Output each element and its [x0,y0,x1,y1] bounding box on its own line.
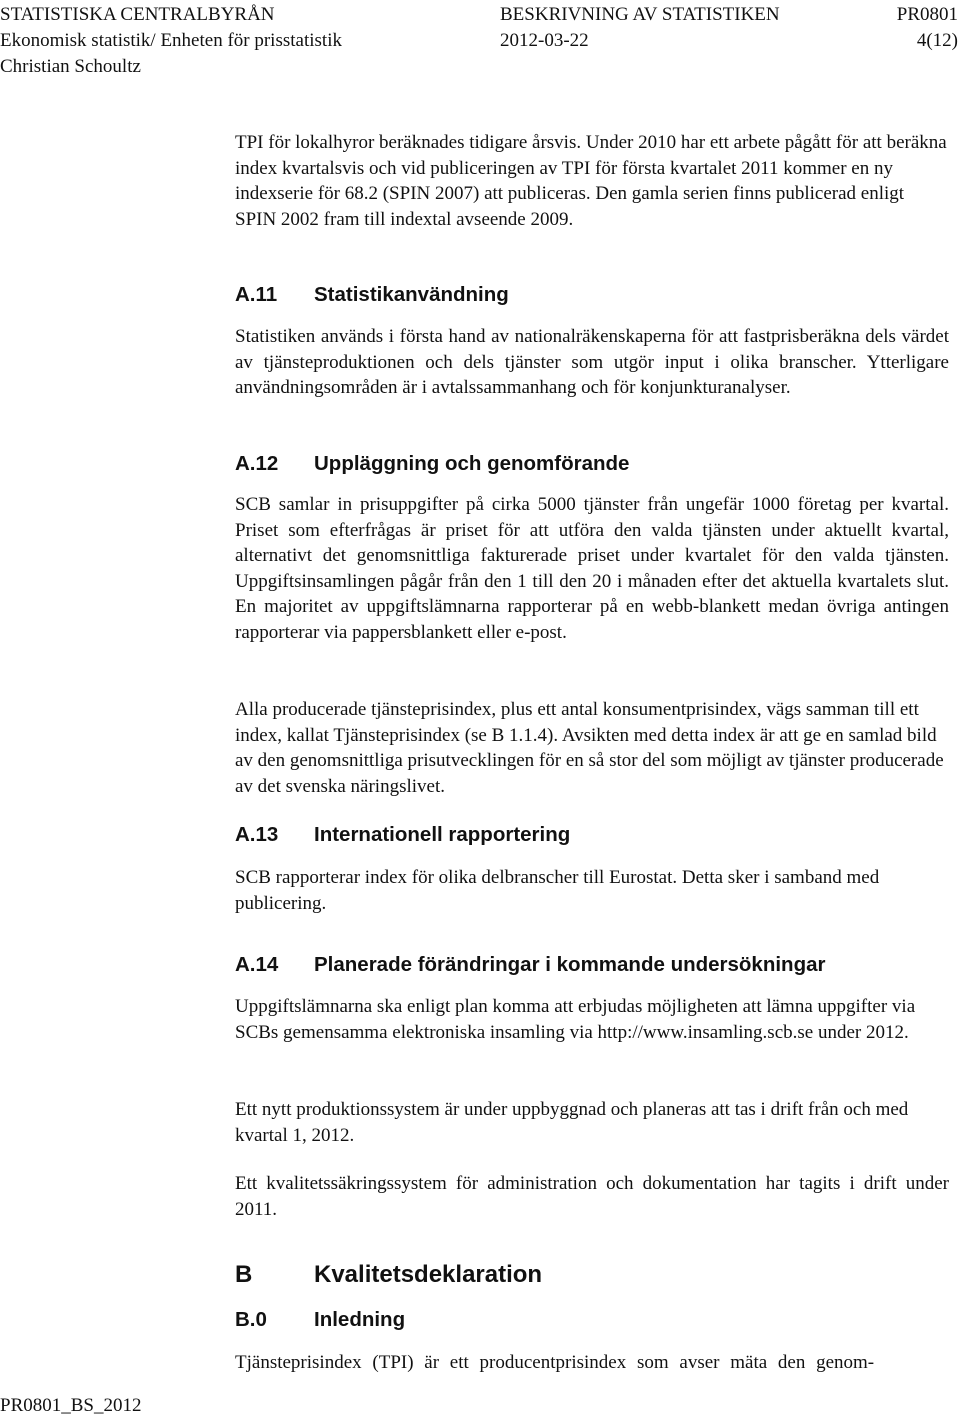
section-heading-a13 [235,822,570,848]
section-heading-a11 [235,282,509,308]
section-number: A.13 [235,823,279,846]
section-number: A.14 [235,953,279,976]
a14-paragraph-2: Ett nytt produktionssystem är under uppbyggnad och planeras att tas i drift från och med kvartal 1, 2012. [235,1099,909,1146]
header-date: 2012-03-22 [500,30,589,51]
intro-paragraph: TPI för lokalhyror beräknades tidigare årsvis. Under 2010 har ett arbete pågått för att beräkna index kvartalsvis och vid publiceringen av TPI för första kvartalet 2011 kommer en ny indexserie för 68.2 (SPIN 2007) att publiceras. Den gamla serien finns publicerad enligt SPIN 2002 fram till indextal avseende 2009. [235,132,947,230]
section-heading-b0 [235,1307,405,1333]
footer-document-code: PR0801_BS_2012 [0,1395,142,1416]
section-number: B [235,1261,253,1288]
section-heading-a12 [235,451,629,477]
section-title: Uppläggning och genomförande [314,452,630,475]
a13-paragraph: SCB rapporterar index för olika delbranscher till Eurostat. Detta sker i samband med publicering. [235,867,880,914]
header-page-number: 4(12) [916,30,958,51]
a14-paragraph-1: Uppgiftslämnarna ska enligt plan komma att erbjudas möjligheten att lämna uppgifter via SCBs gemensamma elektroniska insamling via http://www.insamling.scb.se under 2012. [235,996,916,1043]
header-author: Christian Schoultz [0,56,141,77]
header-code: PR0801 [896,4,958,25]
header-unit: Ekonomisk statistik/ Enheten för prisstatistik [0,30,342,51]
a11-paragraph: Statistiken används i första hand av nationalräkenskaperna för att fastprisberäkna dels värdet av tjänsteproduktionen och dels tjänster som utgör input i olika branscher. Ytterligare användningsområden är i avtalssammanhang och för konjunkturanalyser. [235,326,949,399]
section-title: Inledning [314,1308,406,1331]
section-heading-b [235,1262,542,1288]
header-org: STATISTISKA CENTRALBYRÅN [0,4,275,25]
section-heading-a14 [235,952,825,978]
section-title: Kvalitetsdeklaration [314,1261,543,1288]
a14-paragraph-3: Ett kvalitetssäkringssystem för administration och dokumentation har tagits i drift under 2011. [235,1173,949,1220]
a12-paragraph-2: Alla producerade tjänsteprisindex, plus ett antal konsumentprisindex, vägs samman till ett index, kallat Tjänsteprisindex (se B 1.1.4). Avsikten med detta index är att ge en samlad bild av den genomsnittliga prisutvecklingen för en så stor del som möjligt av tjänster producerade av det svenska näringslivet. [235,699,944,797]
section-number: A.12 [235,452,279,475]
section-title: Statistikanvändning [314,283,509,306]
b0-paragraph: Tjänsteprisindex (TPI) är ett producentprisindex som avser mäta den genom- [235,1352,875,1373]
header-doc-type: BESKRIVNING AV STATISTIKEN [500,4,780,25]
section-number: B.0 [235,1308,267,1331]
section-title: Planerade förändringar i kommande undersökningar [314,953,826,976]
section-title: Internationell rapportering [314,823,571,846]
a12-paragraph-1: SCB samlar in prisuppgifter på cirka 5000 tjänster från ungefär 1000 företag per kvartal. Priset som efterfrågas är priset för att utföra den valda tjänsten under aktuellt kvartal, alternativt det genomsnittliga fakturerade priset under kvartalet för den valda tjänsten. Uppgiftsinsamlingen pågår från den 1 till den 20 i månaden efter det aktuella kvartalets slut. En majoritet av uppgiftslämnarna rapporterar på en webb-blankett medan övriga antingen rapporterar via pappersblankett eller e-post. [235,494,949,643]
section-number: A.11 [235,283,278,306]
